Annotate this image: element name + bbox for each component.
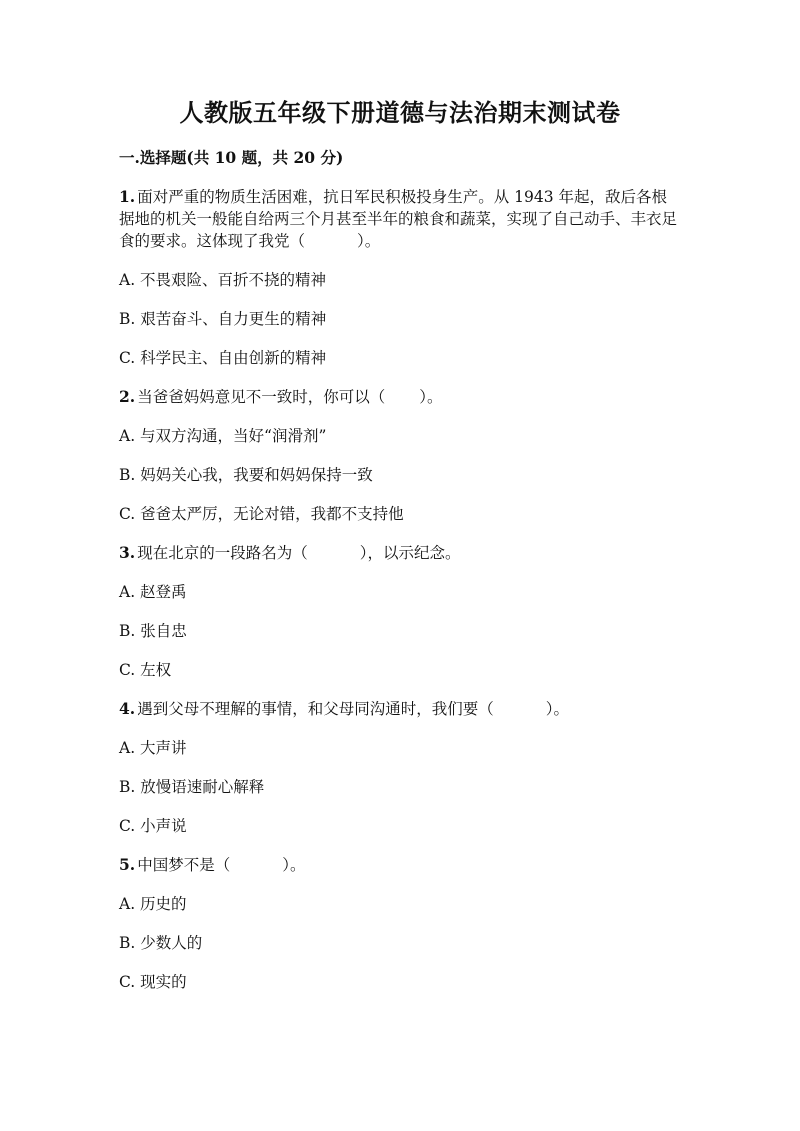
question-stem	[119, 386, 679, 408]
question-text-end: ）。	[545, 700, 569, 718]
question-3	[119, 542, 679, 681]
question-1	[119, 186, 679, 369]
option-b: B. 妈妈关心我，我要和妈妈保持一致	[119, 466, 373, 484]
option-c: C. 左权	[119, 661, 172, 679]
question-list	[119, 186, 679, 1010]
question-stem	[119, 186, 679, 252]
question-stem	[119, 854, 679, 876]
question-2	[119, 386, 679, 525]
option-a: A. 不畏艰险、百折不挠的精神	[119, 271, 327, 289]
option-c: C. 爸爸太严厉，无论对错，我都不支持他	[119, 505, 404, 523]
question-text: 中国梦不是（	[137, 856, 231, 874]
option-b: B. 少数人的	[119, 934, 203, 952]
question-text: 遇到父母不理解的事情，和父母同沟通时，我们要（	[137, 700, 494, 718]
question-number: 3.	[119, 543, 136, 562]
question-number: 4.	[119, 699, 136, 718]
question-text: 现在北京的一段路名为（	[137, 544, 308, 562]
question-text-end: ）。	[419, 388, 443, 406]
question-stem	[119, 542, 679, 564]
option-c: C. 小声说	[119, 817, 187, 835]
option-a: A. 大声讲	[119, 739, 187, 757]
question-4	[119, 698, 679, 837]
question-text: 面对严重的物质生活困难，抗日军民积极投身生产。从 1943 年起，敌后各根据地的机关一般能自给两三个月甚至半年的粮食和蔬菜，实现了自己动手、丰衣足食的要求。这体现了我党（	[119, 188, 678, 250]
option-a: A. 赵登禹	[119, 583, 187, 601]
exam-title: 人教版五年级下册道德与法治期末测试卷	[179, 98, 621, 127]
question-text: 当爸爸妈妈意见不一致时，你可以（	[137, 388, 386, 406]
option-a: A. 历史的	[119, 895, 187, 913]
question-number: 5.	[119, 855, 136, 874]
option-b: B. 放慢语速耐心解释	[119, 778, 265, 796]
question-number: 2.	[119, 387, 136, 406]
question-5	[119, 854, 679, 993]
question-text-end: ）。	[357, 232, 381, 250]
option-b: B. 艰苦奋斗、自力更生的精神	[119, 310, 327, 328]
option-a: A. 与双方沟通，当好“润滑剂”	[119, 427, 327, 445]
section-heading: 一.选择题(共 10 题，共 20 分)	[119, 148, 344, 167]
option-c: C. 现实的	[119, 973, 187, 991]
question-number: 1.	[119, 187, 136, 206]
question-text-end: ），以示纪念。	[359, 544, 461, 562]
question-stem	[119, 698, 679, 720]
option-b: B. 张自忠	[119, 622, 187, 640]
option-c: C. 科学民主、自由创新的精神	[119, 349, 327, 367]
question-text-end: ）。	[282, 856, 306, 874]
